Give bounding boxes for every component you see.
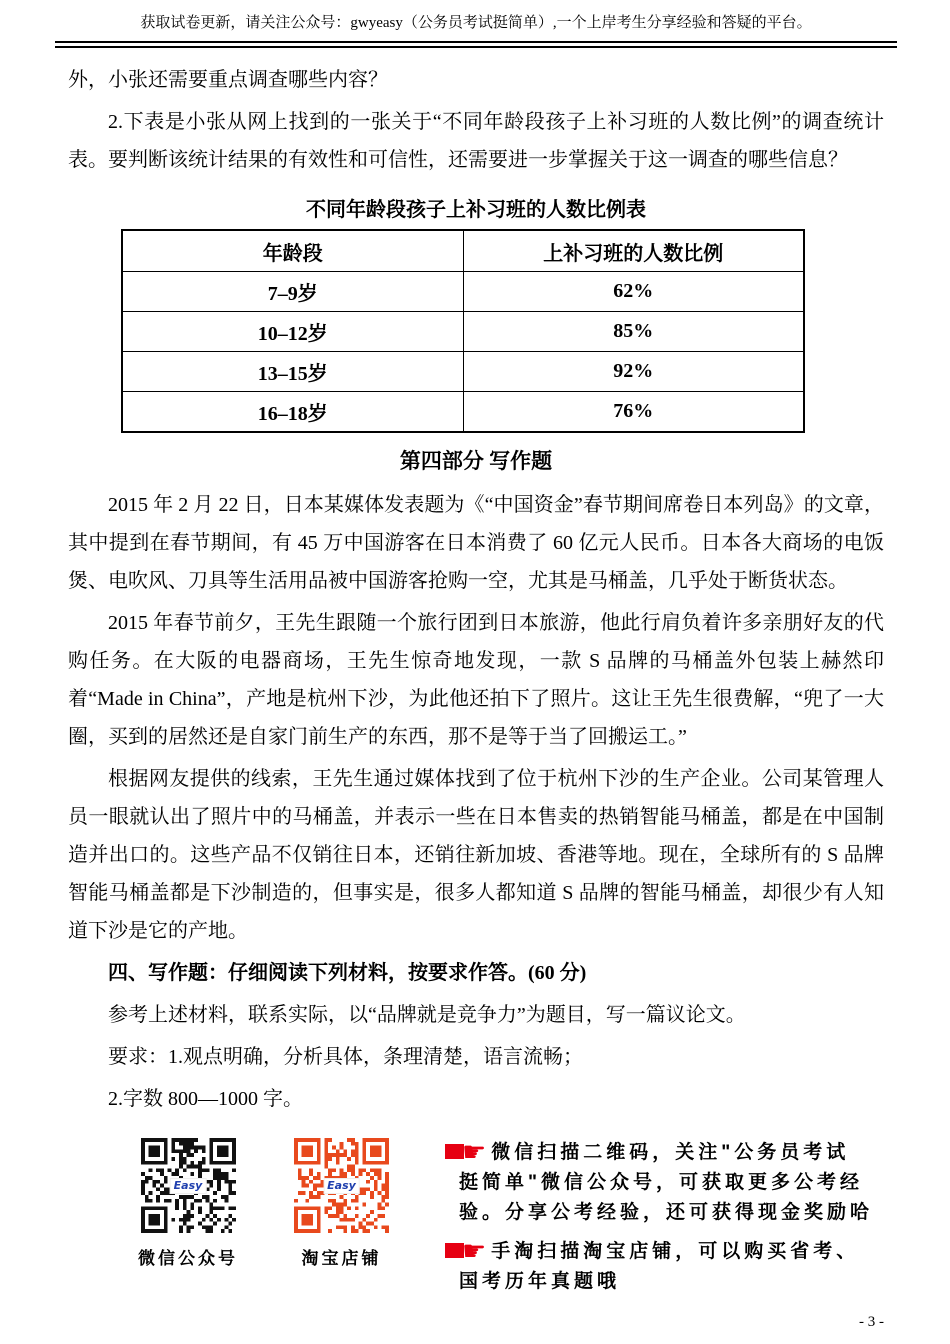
wechat-note — [445, 1138, 873, 1228]
table-cell-age: 16–18岁 — [122, 392, 463, 433]
task-heading: 四、写作题：仔细阅读下列材料，按要求作答。(60 分) — [108, 962, 587, 984]
table-row — [122, 352, 804, 392]
table-row — [122, 312, 804, 352]
note-text: 微信扫描二维码，关注"公务员考试 — [491, 1142, 850, 1163]
table-cell-age: 7–9岁 — [122, 272, 463, 312]
task-line-requirement-2: 2.字数 800—1000 字。 — [108, 1088, 303, 1110]
material-paragraph-2: 2015 年春节前夕，王先生跟随一个旅行团到日本旅游，他此行肩负着许多亲朋好友的代购任务。在大阪的电器商场，王先生惊奇地发现，一款 S 品牌的马桶盖外包装上赫然印着“Made in China”，产地是杭州下沙，为此他还拍下了照片。这让王先生很费解，“兜了一大圈，买到的居然还是自家门前生产的东西，那不是等于当了回搬运工。” — [68, 612, 884, 748]
task-line-topic: 参考上述材料，联系实际，以“品牌就是竞争力”为题目，写一篇议论文。 — [108, 1004, 746, 1026]
table-cell-ratio: 92% — [463, 352, 804, 392]
material-paragraph-3: 根据网友提供的线索，王先生通过媒体找到了位于杭州下沙的生产企业。公司某管理人员一眼就认出了照片中的马桶盖，并表示一些在日本售卖的热销智能马桶盖，都是在中国制造并出口的。这些产品不仅销往日本，还销往新加坡、香港等地。现在，全球所有的 S 品牌智能马桶盖都是下沙制造的，但事实是，很多人都知道 S 品牌的智能马桶盖，却很少有人知道下沙是它的产地。 — [68, 768, 884, 942]
easy-logo: Easy — [170, 1178, 207, 1194]
taobao-note — [445, 1237, 873, 1297]
task-line-requirement-1: 要求：1.观点明确，分析具体，条理清楚，语言流畅； — [108, 1046, 583, 1068]
table-cell-age: 13–15岁 — [122, 352, 463, 392]
material-paragraph-1: 2015 年 2 月 22 日，日本某媒体发表题为《“中国资金”春节期间席卷日本列岛》的文章，其中提到在春节期间，有 45 万中国游客在日本消费了 60 亿元人民币。日本各大商场的电饭煲、电吹风、刀具等生活用品被中国游客抢购一空，尤其是马桶盖，几乎处于断货状态。 — [68, 494, 884, 592]
note-text: 挺简单"微信公众号，可获取更多公考经 — [459, 1172, 864, 1193]
wechat-qr-code-icon — [141, 1138, 236, 1233]
note-text: 手淘扫描淘宝店铺，可以购买省考、 — [491, 1241, 860, 1262]
table-header-age: 年龄段 — [122, 230, 463, 272]
table-cell-ratio: 62% — [463, 272, 804, 312]
header-notice: 获取试卷更新，请关注公众号：gwyeasy（公务员考试挺简单）,一个上岸考生分享经验和答疑的平台。 — [140, 15, 812, 31]
table-row — [122, 392, 804, 433]
footer-promo — [68, 1138, 884, 1306]
note-text: 国考历年真题哦 — [459, 1271, 621, 1292]
question-2-text: 2.下表是小张从网上找到的一张关于“不同年龄段孩子上补习班的人数比例”的调查统计表。要判断该统计结果的有效性和可信性，还需要进一步掌握关于这一调查的哪些信息？ — [68, 111, 884, 171]
header-divider — [55, 41, 897, 48]
question-1-continuation: 外，小张还需要重点调查哪些内容？ — [68, 69, 388, 91]
table-cell-age: 10–12岁 — [122, 312, 463, 352]
page-number: - 3 - — [859, 1314, 884, 1330]
table-cell-ratio: 76% — [463, 392, 804, 433]
taobao-qr-column — [294, 1138, 389, 1269]
taobao-qr-code-icon — [294, 1138, 389, 1233]
taobao-qr-label: 淘宝店铺 — [301, 1249, 382, 1268]
section-title: 第四部分 写作题 — [399, 449, 553, 473]
note-text: 验。分享公考经验，还可获得现金奖励哈 — [459, 1202, 874, 1223]
easy-logo: Easy — [323, 1178, 360, 1194]
wechat-qr-column — [138, 1138, 238, 1269]
pointing-hand-icon: ☛ — [445, 1138, 486, 1168]
survey-table — [121, 229, 805, 433]
table-header-row — [122, 230, 804, 272]
promo-notes — [445, 1138, 873, 1306]
note-line — [445, 1138, 873, 1168]
table-row — [122, 272, 804, 312]
note-line — [445, 1237, 873, 1267]
wechat-qr-label: 微信公众号 — [138, 1249, 238, 1268]
table-cell-ratio: 85% — [463, 312, 804, 352]
table-header-ratio: 上补习班的人数比例 — [463, 230, 804, 272]
pointing-hand-icon: ☛ — [445, 1237, 486, 1267]
table-title: 不同年龄段孩子上补习班的人数比例表 — [306, 199, 646, 221]
